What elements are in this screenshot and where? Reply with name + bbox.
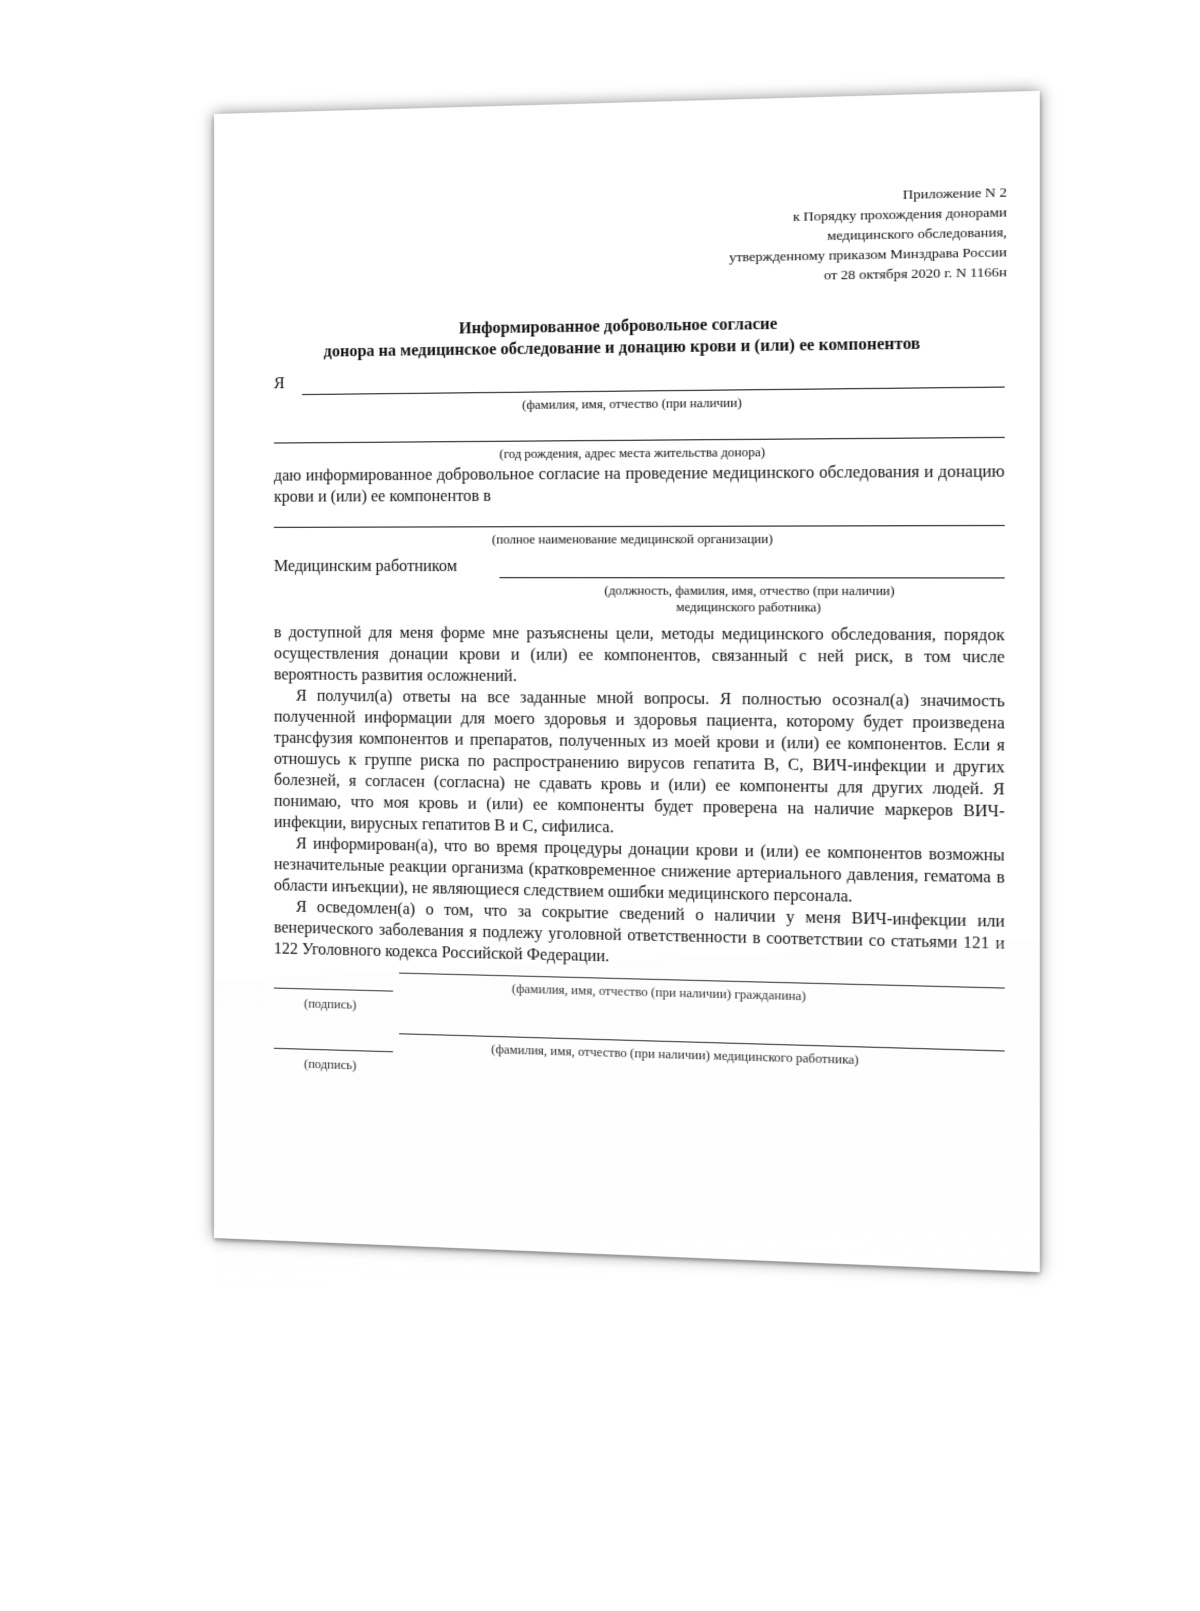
appendix-line-3: медицинского обследования, [827,223,1007,244]
document-title [244,310,1007,364]
medic-signature-caption: (подпись) [304,1056,357,1073]
citizen-signature-caption: (подпись) [304,996,357,1012]
appendix-line-1: Приложение N 2 [902,184,1007,203]
appendix-line-5: от 28 октября 2020 г. N 1166н [823,263,1007,283]
title-line-1: Информированное добровольное согласие [458,315,778,338]
fio-field-row [274,362,1005,395]
birth-address-caption: (год рождения, адрес места жительства донора) [499,444,766,462]
org-caption: (полное наименование медицинской организации) [492,531,773,547]
birth-field-row [274,413,1005,444]
appendix-line-4: утвержденному приказом Минздрава России [729,243,1007,265]
body-paragraph-3: Я информирован(а), что во время процедуры донации крови и (или) ее компонентов возможны незначительные реакции организма (кратковременное снижение артериального давления, гематома в области инъекции), не являющиеся следствием ошибки медицинского персонала. [273,835,1005,906]
citizen-name-caption: (фамилия, имя, отчество (при наличии) гражданина) [511,981,806,1004]
citizen-signature-line[interactable] [274,988,393,992]
title-line-2: донора на медицинское обследование и донацию крови и (или) ее компонентов [323,335,921,361]
medic-field-row [274,553,1005,578]
org-blank-line[interactable] [274,525,1005,528]
medic-caption-line-1: (должность, фамилия, имя, отчество (при наличии) [604,583,895,599]
body-paragraph-2: Я получил(а) ответы на все заданные мной вопросы. Я полностью осознал(а) значимость полученной информации для моего здоровья и здоровья пациента, которому будет произведена трансфузия компонентов и препаратов, полученных из моей крови и (или) ее компонентов. Если я отношусь к группе риска по распространению вирусов гепатита В, С, ВИЧ-инфекции и других болезней, я согласен (согласна) не сдавать кровь и (или) ее компоненты для других людей. Я понимаю, что моя кровь и (или) ее компоненты будет проверена на наличие маркеров ВИЧ-инфекции, вирусных гепатитов В и С, сифилиса. [273,687,1005,837]
body-paragraph-1: в доступной для меня форме мне разъяснены цели, методы медицинского обследования, порядок осуществления донации крови и (или) ее компонентов, связанный с ней риск, в том числе вероятность развития осложнений. [273,624,1005,686]
document-page [214,91,1040,1272]
appendix-line-2: к Порядку прохождения донорами [792,203,1007,225]
medic-name-caption: (фамилия, имя, отчество (при наличии) медицинского работника) [491,1041,859,1068]
medic-signature-line[interactable] [274,1048,393,1053]
body-paragraph-4: Я осведомлен(а) о том, что за сокрытие сведений о наличии у меня ВИЧ-инфекции или венерического заболевания я подлежу уголовной ответственности в соответствии со статьями 121 и 122 Уголовного кодекса Российской Федерации. [273,898,1005,966]
document-page-wrapper [214,91,1040,1272]
medic-caption-line-2: медицинского работника) [676,599,821,615]
body-text [274,622,1005,977]
ya-prefix: Я [273,375,285,393]
org-field-row [274,501,1005,528]
medic-caption [499,582,1004,616]
medic-blank-line[interactable] [499,577,1004,578]
consent-text: даю информированное добровольное согласие на проведение медицинского обследования и донацию крови и (или) ее компонентов в [273,463,1005,506]
fio-caption: (фамилия, имя, отчество (при наличии) [522,395,742,413]
medic-prefix: Медицинским работником [273,557,458,576]
appendix-header [580,182,1007,289]
